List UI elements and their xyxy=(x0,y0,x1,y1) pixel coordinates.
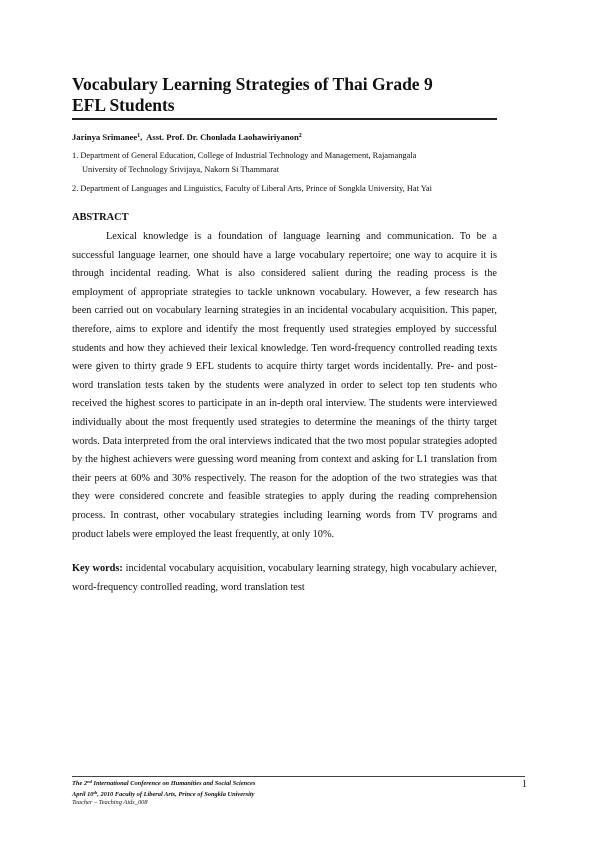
abstract-heading: ABSTRACT xyxy=(72,212,129,223)
affiliation-1-line-2: University of Technology Srivijaya, Nakorn Si Thammarat xyxy=(82,165,280,174)
footer-date-prefix: April 10 xyxy=(72,790,94,798)
affiliation-1-line-1: 1. Department of General Education, College of Industrial Technology and Management, Rajamangala xyxy=(72,150,417,160)
affiliation-list xyxy=(72,149,497,197)
footer-date-venue: , 2010 Faculty of Liberal Arts, Prince of Songkla University xyxy=(97,790,255,798)
footer-date-line xyxy=(72,789,525,800)
title-line-2: EFL Students xyxy=(72,95,175,115)
keywords-label: Key words: xyxy=(72,563,123,575)
author-2-name: Asst. Prof. Dr. Chonlada Laohawiriyanon xyxy=(146,131,299,142)
abstract-body: Lexical knowledge is a foundation of language learning and communication. To be a successful language learner, one should have a large vocabulary repertoire; one way to acquire it is through incidental reading. What is also considered salient during the reading process is the employment of appropriate strategies to tackle unknown vocabulary. However, a few research has been carried out on vocabulary learning strategies in an incidental vocabulary acquisition. This paper, therefore, aims to explore and identify the most frequently used strategies employed by successful students and how they achieved their lexical knowledge. Ten word-frequency controlled reading texts were given to thirty grade 9 EFL students to acquire thirty target words incidentally. Pre- and post-word translation tests taken by the students were analyzed in order to select top ten students who received the highest scores to participate in an in-depth oral interview. The students were interviewed individually about the most frequently used strategies to determine the meanings of the thirty target words. Data interpreted from the oral interviews indicated that the two most popular strategies adopted by the highest achievers were guessing word meaning from context and asking for L1 translation from their peers at 60% and 30% respectively. The reason for the adoption of the two strategies was that they were considered concrete and feasible strategies to apply during the reading comprehension process. In contrast, other vocabulary strategies including learning words from TV programs and product labels were employed the least frequently, at only 10%. xyxy=(72,231,497,540)
footer-conference-name: International Conference on Humanities and Social Sciences xyxy=(91,780,256,787)
title-line-1: Vocabulary Learning Strategies of Thai Grade 9 xyxy=(72,74,433,94)
author-list: Jarinya Srimanee$^1$, Asst. Prof. Dr. Chonlada Laohawiriyanon$^2$ xyxy=(72,131,302,142)
paper-page xyxy=(72,74,497,597)
footer-conference-ordinal: nd xyxy=(87,779,92,784)
author-2-affiliation-mark: 2 xyxy=(298,132,302,139)
keywords-text: incidental vocabulary acquisition, vocabulary learning strategy, high vocabulary achiever, word-frequency controlled reading, word translation test xyxy=(72,563,497,593)
footer-conference-prefix: The 2 xyxy=(72,780,88,787)
paper-title xyxy=(72,74,497,116)
keywords-paragraph xyxy=(72,560,497,597)
title-underline xyxy=(72,118,497,120)
footer-conference-line xyxy=(72,778,525,789)
page-number: 1 xyxy=(522,779,527,790)
affiliation-1 xyxy=(72,149,497,178)
footer-date-ordinal: th xyxy=(93,789,98,795)
footer-category-line: Teacher – Teaching Aids_008 xyxy=(72,799,148,807)
author-1-affiliation-mark: 1 xyxy=(137,132,141,139)
author-1-name: Jarinya Srimanee xyxy=(72,131,138,142)
affiliation-2: 2. Department of Languages and Linguistics, Faculty of Liberal Arts, Prince of Songkla University, Hat Yai xyxy=(72,183,432,193)
page-footer xyxy=(72,776,525,808)
